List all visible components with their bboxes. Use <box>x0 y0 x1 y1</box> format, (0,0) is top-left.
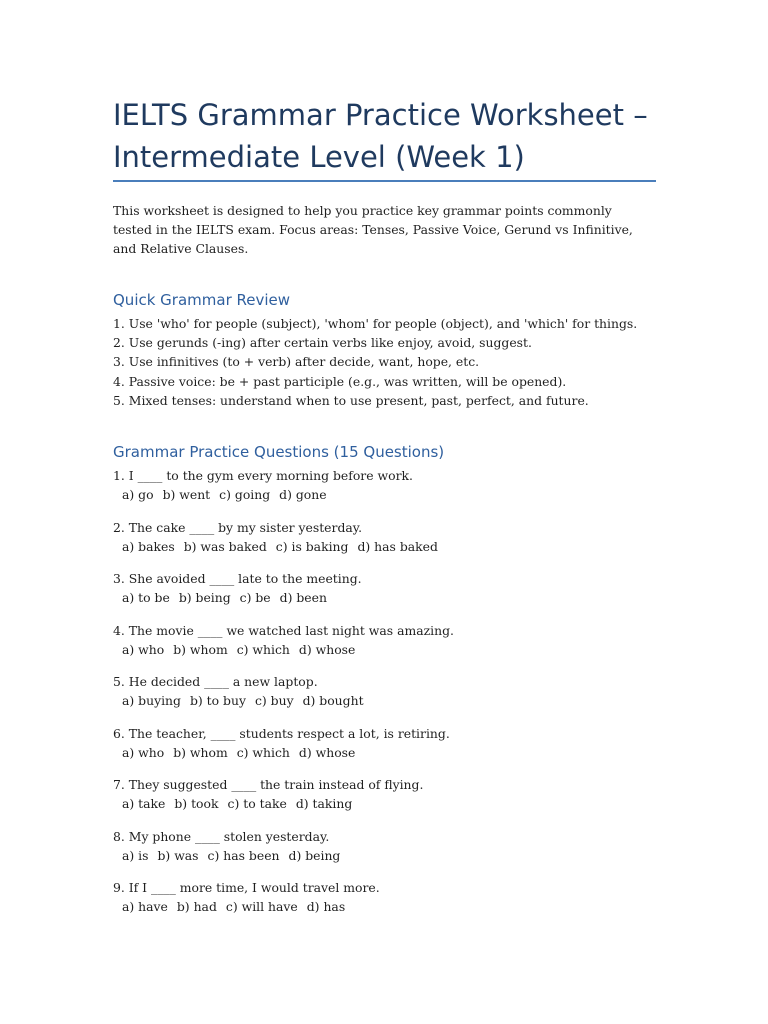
review-heading: Quick Grammar Review <box>113 291 291 309</box>
option-c: c) which <box>236 641 290 657</box>
question-options <box>113 537 653 556</box>
intro-paragraph: This worksheet is designed to help you practice key grammar points commonly tested in the IELTS exam. Focus areas: Tenses, Passive Voice, Gerund vs Infinitive, and Relative Clauses. <box>113 203 633 256</box>
option-b: b) was <box>157 847 199 863</box>
option-a: a) go <box>122 487 154 503</box>
option-a: a) who <box>122 641 165 657</box>
question-options <box>113 846 653 865</box>
option-c: c) going <box>219 487 271 503</box>
option-b: b) whom <box>173 744 228 760</box>
question-options <box>113 588 653 607</box>
question-item <box>113 621 653 673</box>
option-d: d) taking <box>295 796 353 812</box>
option-a: a) to be <box>122 590 170 606</box>
question-text: 2. The cake ____ by my sister yesterday. <box>113 519 363 535</box>
question-item <box>113 672 653 724</box>
option-d: d) bought <box>302 693 364 709</box>
review-item: 3. Use infinitives (to + verb) after decide, want, hope, etc. <box>113 354 480 370</box>
question-text: 3. She avoided ____ late to the meeting. <box>113 571 362 586</box>
question-text: 5. He decided ____ a new laptop. <box>113 674 318 689</box>
option-d: d) whose <box>298 641 356 657</box>
option-d: d) being <box>288 847 341 863</box>
option-b: b) whom <box>173 641 228 657</box>
question-text: 9. If I ____ more time, I would travel more. <box>113 880 380 895</box>
option-c: c) be <box>239 590 271 606</box>
title-divider <box>113 180 656 182</box>
question-item <box>113 518 653 570</box>
option-d: d) been <box>279 590 327 606</box>
question-item <box>113 466 653 518</box>
question-item <box>113 827 653 879</box>
option-b: b) had <box>176 899 217 915</box>
option-b: b) went <box>162 487 211 503</box>
option-c: c) buy <box>254 693 294 709</box>
review-item: 2. Use gerunds (-ing) after certain verbs like enjoy, avoid, suggest. <box>113 335 532 351</box>
question-item <box>113 878 653 930</box>
question-options <box>113 485 653 504</box>
review-item: 4. Passive voice: be + past participle (e.g., was written, will be opened). <box>113 373 567 389</box>
option-c: c) has been <box>207 847 280 863</box>
question-text: 8. My phone ____ stolen yesterday. <box>113 828 330 844</box>
question-text: 6. The teacher, ____ students respect a lot, is retiring. <box>113 725 450 741</box>
question-item <box>113 569 653 621</box>
question-options <box>113 640 653 659</box>
question-list <box>113 466 653 930</box>
option-b: b) was baked <box>183 538 267 554</box>
question-item <box>113 724 653 776</box>
practice-heading: Grammar Practice Questions (15 Questions) <box>113 443 445 461</box>
option-c: c) to take <box>227 796 287 812</box>
title-line-1: IELTS Grammar Practice Worksheet – <box>113 98 648 132</box>
review-list <box>113 314 653 410</box>
review-item: 5. Mixed tenses: understand when to use present, past, perfect, and future. <box>113 392 589 408</box>
question-options <box>113 897 653 916</box>
option-a: a) bakes <box>122 538 175 554</box>
question-text: 1. I ____ to the gym every morning before work. <box>113 468 413 483</box>
question-text: 4. The movie ____ we watched last night was amazing. <box>113 622 454 638</box>
option-d: d) has baked <box>357 538 438 554</box>
option-b: b) being <box>178 590 231 606</box>
option-b: b) took <box>174 796 219 812</box>
title-line-2: Intermediate Level (Week 1) <box>113 140 525 174</box>
option-c: c) will have <box>225 899 298 915</box>
option-a: a) is <box>122 847 149 863</box>
question-options <box>113 743 653 762</box>
option-b: b) to buy <box>189 693 246 709</box>
option-a: a) buying <box>122 693 181 709</box>
option-d: d) whose <box>298 744 356 760</box>
option-c: c) is baking <box>275 538 349 554</box>
question-options <box>113 691 653 710</box>
question-item <box>113 775 653 827</box>
option-a: a) who <box>122 744 165 760</box>
question-text: 7. They suggested ____ the train instead of flying. <box>113 777 424 792</box>
option-c: c) which <box>236 744 290 760</box>
option-d: d) has <box>306 899 346 915</box>
option-a: a) take <box>122 796 166 812</box>
option-d: d) gone <box>279 487 327 503</box>
question-options <box>113 794 653 813</box>
option-a: a) have <box>122 899 168 915</box>
review-item: 1. Use 'who' for people (subject), 'whom' for people (object), and 'which' for things. <box>113 316 638 331</box>
page-title <box>113 94 656 178</box>
